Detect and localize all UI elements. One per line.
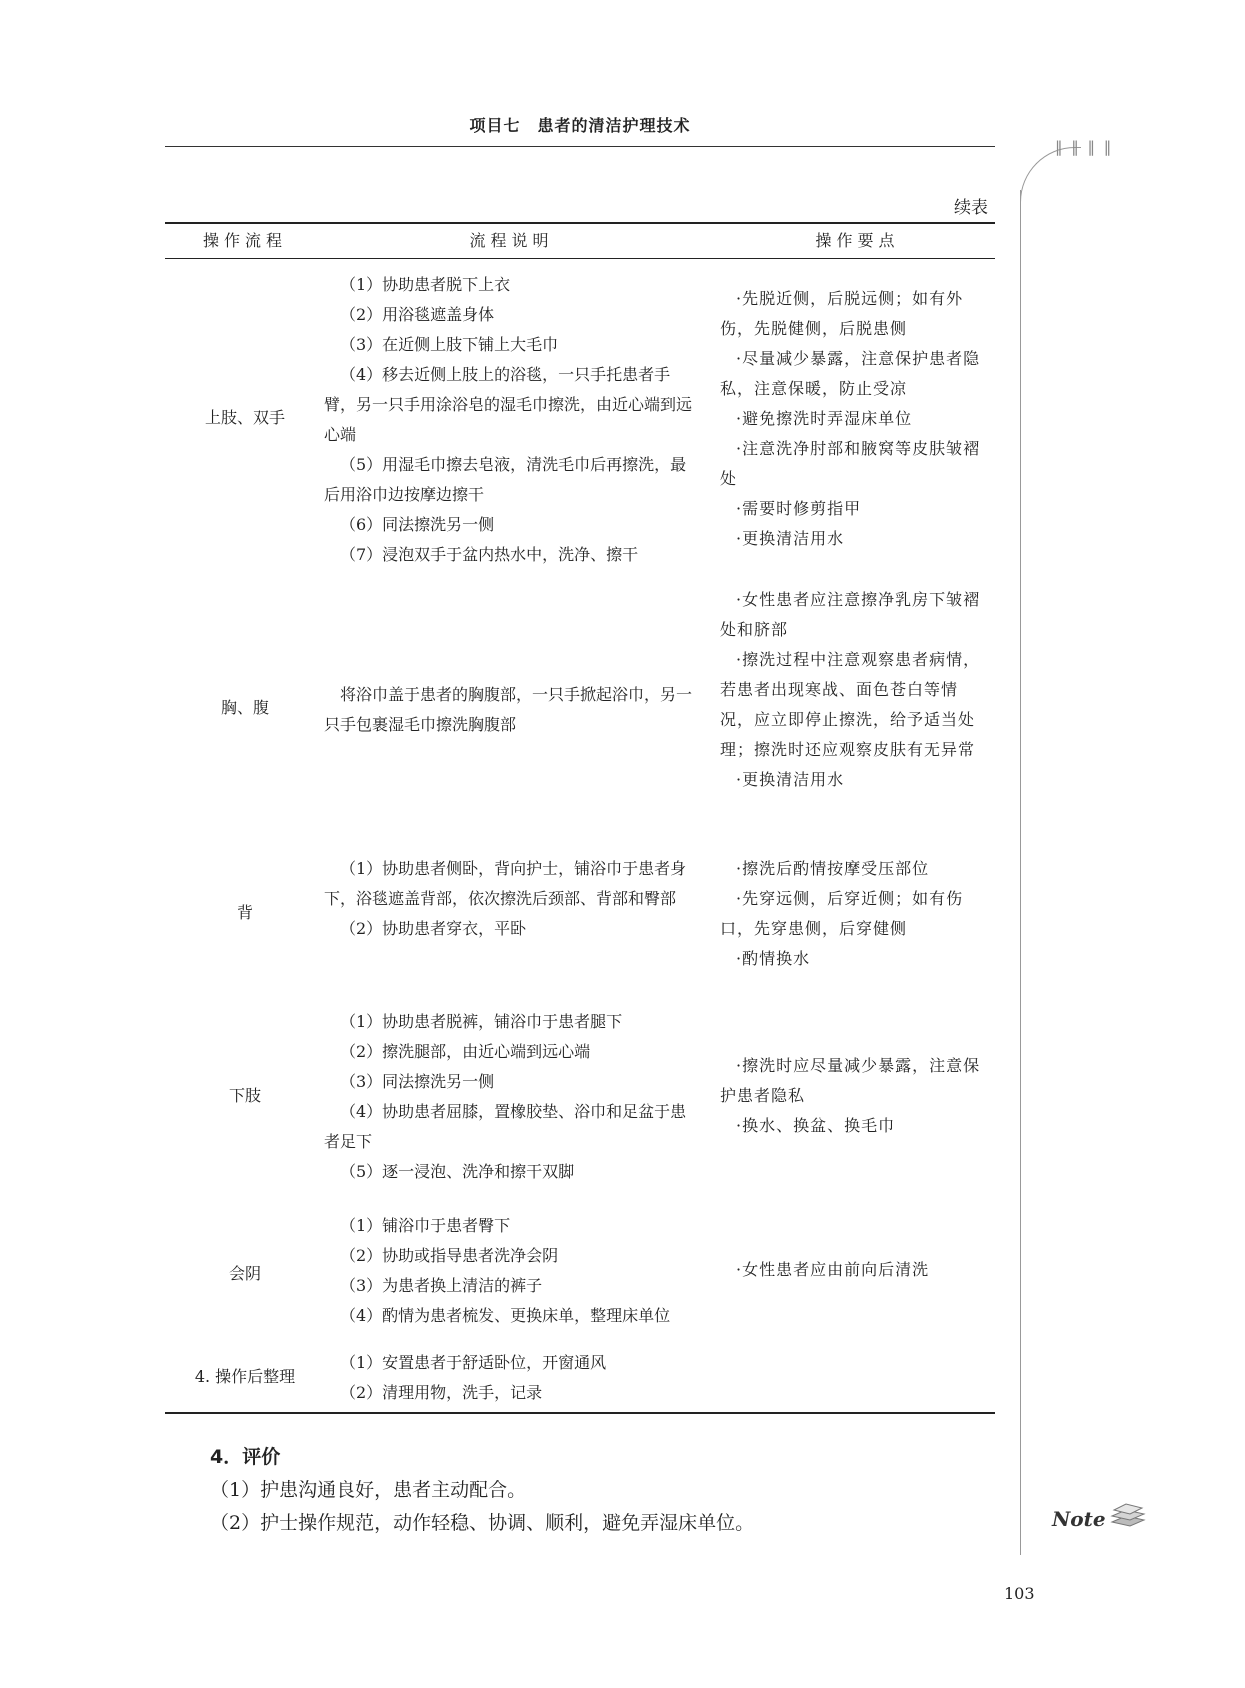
- keypoints-back: [720, 854, 990, 974]
- process-upper-limbs: [324, 270, 699, 570]
- keypoint: ·先脱近侧，后脱远侧；如有外伤，先脱健侧，后脱患侧: [720, 289, 964, 338]
- process-step: （1）协助患者侧卧，背向护士，铺浴巾于患者身下，浴毯遮盖背部，依次擦洗后颈部、背部和臀部: [324, 859, 687, 908]
- process-step: （7）浸泡双手于盆内热水中，洗净、擦干: [340, 545, 639, 564]
- process-step: （1）协助患者脱下上衣: [340, 275, 511, 294]
- continued-label: 续表: [954, 198, 988, 218]
- process-step: （4）协助患者屈膝，置橡胶垫、浴巾和足盆于患者足下: [324, 1102, 687, 1151]
- stage-back: 背: [236, 903, 253, 922]
- process-step: （5）用湿毛巾擦去皂液，清洗毛巾后再擦洗，最后用浴巾边按摩边擦干: [324, 455, 687, 504]
- stage-chest-abdomen: 胸、腹: [220, 698, 269, 717]
- process-step: （2）擦洗腿部，由近心端到远心端: [340, 1042, 591, 1061]
- column-header-stage: 操作流程: [202, 231, 287, 250]
- evaluation-heading: 4．评价: [210, 1446, 281, 1468]
- page-number: 103: [1004, 1584, 1035, 1603]
- process-step: （2）协助或指导患者洗净会阴: [340, 1246, 559, 1265]
- process-step: （3）同法擦洗另一侧: [340, 1072, 495, 1091]
- process-step: （3）在近侧上肢下铺上大毛巾: [340, 335, 559, 354]
- column-header-keypoints: 操作要点: [815, 231, 900, 250]
- column-header-process: 流程说明: [469, 231, 554, 250]
- table-header-rule: [165, 258, 995, 259]
- keypoint: ·换水、换盆、换毛巾: [736, 1116, 896, 1135]
- keypoint: ·尽量减少暴露，注意保护患者隐私，注意保暖，防止受凉: [720, 349, 981, 398]
- process-step: （3）为患者换上清洁的裤子: [340, 1276, 543, 1295]
- evaluation-item: （1）护患沟通良好，患者主动配合。: [210, 1479, 527, 1501]
- stage-upper-limbs: 上肢、双手: [204, 408, 285, 427]
- stage-lower-limbs: 下肢: [228, 1086, 261, 1105]
- keypoint: ·更换清洁用水: [736, 529, 845, 548]
- table-bottom-rule: [165, 1412, 995, 1414]
- keypoint: ·避免擦洗时弄湿床单位: [736, 409, 913, 428]
- keypoint: ·擦洗过程中注意观察患者病情，若患者出现寒战、面色苍白等情况，应立即停止擦洗，给予适当处理；擦洗时还应观察皮肤有无异常: [720, 650, 981, 759]
- book-stack-icon: [1108, 1500, 1148, 1532]
- process-step: 将浴巾盖于患者的胸腹部，一只手掀起浴巾，另一只手包裹湿毛巾擦洗胸腹部: [324, 685, 693, 734]
- process-perineum: [324, 1211, 699, 1331]
- process-step: （5）逐一浸泡、洗净和擦干双脚: [340, 1162, 575, 1181]
- header-rule: [165, 146, 995, 147]
- margin-curve: [1020, 147, 1081, 208]
- process-step: （1）安置患者于舒适卧位，开窗通风: [340, 1353, 607, 1372]
- process-step: （6）同法擦洗另一侧: [340, 515, 495, 534]
- process-step: （4）移去近侧上肢上的浴毯，一只手托患者手臂，另一只手用涂浴皂的湿毛巾擦洗，由近心端到远心端: [324, 365, 693, 444]
- process-post-operation: [324, 1348, 699, 1408]
- margin-line: [1020, 190, 1021, 1555]
- process-step: （1）协助患者脱裤，铺浴巾于患者腿下: [340, 1012, 623, 1031]
- keypoint: ·女性患者应由前向后清洗: [736, 1260, 930, 1279]
- process-step: （1）铺浴巾于患者臀下: [340, 1216, 511, 1235]
- keypoint: ·酌情换水: [736, 949, 811, 968]
- keypoint: ·注意洗净肘部和腋窝等皮肤皱褶处: [720, 439, 981, 488]
- process-step: （2）协助患者穿衣，平卧: [340, 919, 527, 938]
- page-header-title: 项目七 患者的清洁护理技术: [469, 116, 691, 135]
- keypoints-perineum: [720, 1255, 990, 1285]
- keypoint: ·需要时修剪指甲: [736, 499, 862, 518]
- process-step: （4）酌情为患者梳发、更换床单，整理床单位: [340, 1306, 671, 1325]
- table-top-rule: [165, 222, 995, 224]
- process-step: （2）用浴毯遮盖身体: [340, 305, 495, 324]
- keypoints-lower-limbs: [720, 1051, 990, 1141]
- stage-perineum: 会阴: [228, 1264, 261, 1283]
- keypoints-upper-limbs: [720, 284, 990, 554]
- process-step: （2）清理用物，洗手，记录: [340, 1383, 543, 1402]
- keypoint: ·更换清洁用水: [736, 770, 845, 789]
- stage-post-operation: 4. 操作后整理: [194, 1367, 296, 1386]
- process-lower-limbs: [324, 1007, 699, 1187]
- keypoint: ·擦洗后酌情按摩受压部位: [736, 859, 930, 878]
- keypoint: ·女性患者应注意擦净乳房下皱褶处和脐部: [720, 590, 981, 639]
- note-label: Note: [1052, 1507, 1106, 1531]
- process-back: [324, 854, 699, 944]
- process-chest-abdomen: [324, 680, 699, 740]
- keypoint: ·擦洗时应尽量减少暴露，注意保护患者隐私: [720, 1056, 981, 1105]
- keypoint: ·先穿远侧，后穿近侧；如有伤口，先穿患侧，后穿健侧: [720, 889, 964, 938]
- margin-marks: ‖ ‖ ‖ ‖: [1055, 138, 1114, 156]
- evaluation-item: （2）护士操作规范，动作轻稳、协调、顺利，避免弄湿床单位。: [210, 1512, 755, 1534]
- keypoints-chest-abdomen: [720, 585, 990, 795]
